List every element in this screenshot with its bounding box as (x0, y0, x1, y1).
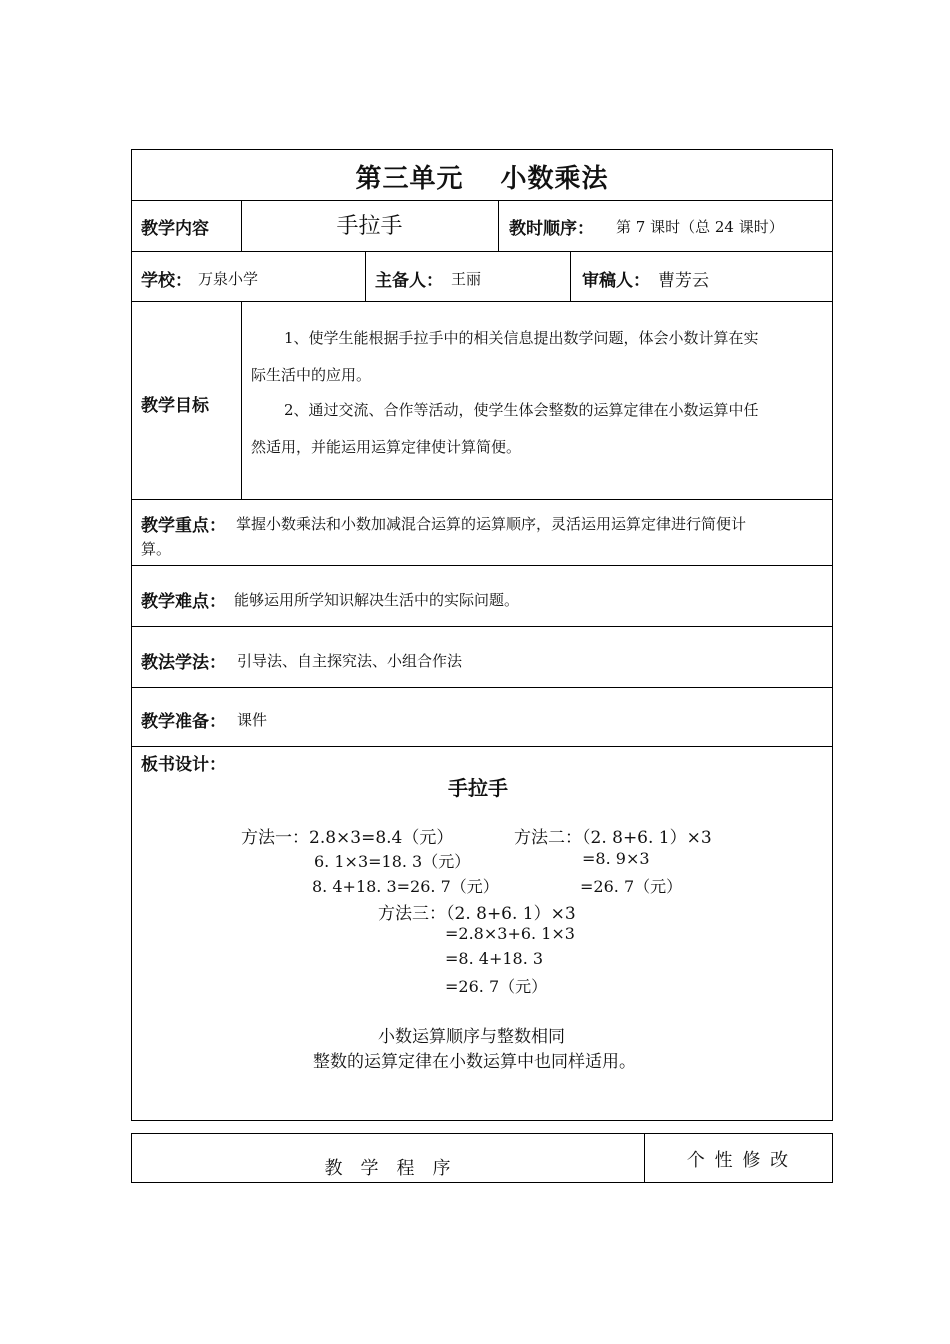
col-divider (365, 251, 366, 301)
method2-line: 方法二：（2. 8+6. 1）×3 (514, 828, 712, 848)
board-heading: 手拉手 (448, 776, 508, 800)
objective-line: 际生活中的应用。 (251, 366, 372, 384)
method1-line: 方法一：2.8×3=8.4（元） (241, 828, 454, 848)
objective-line: 然适用，并能运用运算定律使计算简便。 (251, 438, 522, 456)
preparer-label: 主备人： (375, 271, 443, 291)
row-divider (131, 251, 833, 252)
school-label: 学校： (141, 271, 192, 291)
col-divider (241, 301, 242, 499)
preparer-value: 王丽 (451, 270, 482, 288)
summary-line: 小数运算顺序与整数相同 (378, 1027, 565, 1047)
row-divider (131, 687, 833, 688)
method3-line: 方法三：（2. 8+6. 1）×3 (378, 904, 576, 924)
row-divider (131, 746, 833, 747)
preparation-label: 教学准备： (141, 712, 226, 732)
method1-line: 8. 4+18. 3=26. 7（元） (312, 877, 499, 896)
row-divider (131, 200, 833, 201)
key-points-label: 教学重点： (141, 516, 226, 536)
key-points-line: 掌握小数乘法和小数加减混合运算的运算顺序，灵活运用运算定律进行简便计 (236, 515, 747, 533)
difficulty-value: 能够运用所学知识解决生活中的实际问题。 (234, 591, 520, 609)
method2-line: =8. 9×3 (582, 849, 650, 868)
methods-label: 教法学法： (141, 653, 226, 673)
unit-title: 第三单元 小数乘法 (355, 164, 609, 194)
row-divider (131, 565, 833, 566)
revision-heading: 个 性 修 改 (686, 1150, 791, 1171)
reviewer-label: 审稿人： (582, 271, 650, 291)
method3-line: =8. 4+18. 3 (445, 949, 544, 968)
row-divider (131, 301, 833, 302)
procedure-heading: 教 学 程 序 (324, 1158, 451, 1179)
objective-line: 1、使学生能根据手拉手中的相关信息提出数学问题，体会小数计算在实 (284, 329, 759, 347)
method2-line: =26. 7（元） (580, 877, 683, 896)
difficulty-label: 教学难点： (141, 592, 226, 612)
key-points-line: 算。 (141, 540, 172, 558)
objectives-label: 教学目标 (141, 396, 209, 416)
school-value: 万泉小学 (198, 270, 259, 288)
board-label: 板书设计： (141, 755, 226, 775)
preparation-value: 课件 (237, 711, 268, 729)
order-label: 教时顺序： (509, 219, 594, 239)
order-value: 第 7 课时（总 24 课时） (616, 218, 784, 236)
summary-line: 整数的运算定律在小数运算中也同样适用。 (313, 1052, 636, 1072)
methods-value: 引导法、自主探究法、小组合作法 (237, 652, 463, 670)
lesson-name: 手拉手 (336, 214, 403, 239)
method3-line: =2.8×3+6. 1×3 (445, 924, 575, 943)
col-divider (498, 200, 499, 251)
content-label: 教学内容 (141, 219, 209, 239)
reviewer-value: 曹芳云 (658, 271, 709, 291)
method3-line: =26. 7（元） (445, 977, 548, 996)
row-divider (131, 626, 833, 627)
method1-line: 6. 1×3=18. 3（元） (314, 852, 471, 871)
col-divider (570, 251, 571, 301)
row-divider (131, 499, 833, 500)
objective-line: 2、通过交流、合作等活动，使学生体会整数的运算定律在小数运算中任 (284, 401, 759, 419)
